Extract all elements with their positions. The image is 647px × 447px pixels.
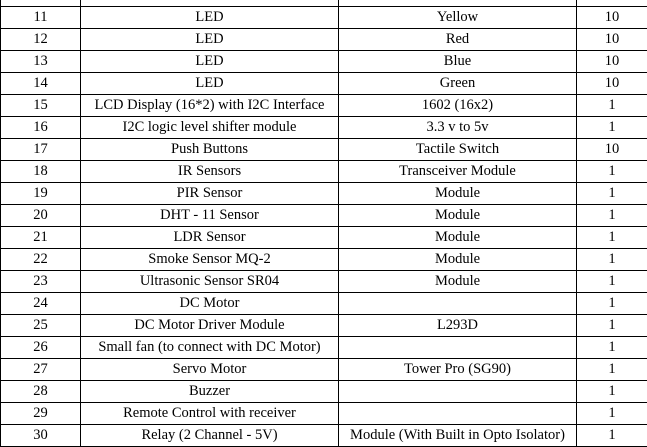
component-name-cell: LCD Display (16*2) with I2C Interface (81, 95, 339, 117)
component-name-cell: LED (81, 29, 339, 51)
serial-number-cell: 11 (1, 7, 81, 29)
quantity-cell: 10 (577, 139, 647, 161)
table-row (1, 73, 647, 95)
component-name-cell: Relay (2 Channel - 5V) (81, 425, 339, 447)
specification-cell (339, 337, 577, 359)
serial-number-cell: 26 (1, 337, 81, 359)
serial-number-cell: 25 (1, 315, 81, 337)
specification-cell: Module (339, 271, 577, 293)
table-row (1, 117, 647, 139)
component-name-cell: Servo Motor (81, 359, 339, 381)
quantity-cell: 1 (577, 183, 647, 205)
quantity-cell: 1 (577, 205, 647, 227)
table-row (1, 271, 647, 293)
serial-number-cell: 24 (1, 293, 81, 315)
quantity-cell: 1 (577, 249, 647, 271)
serial-number-cell: 30 (1, 425, 81, 447)
specification-cell: Module (339, 205, 577, 227)
quantity-cell: 1 (577, 315, 647, 337)
component-name-cell: LED (81, 73, 339, 95)
component-name-cell: LED (81, 7, 339, 29)
component-name-cell: Push Buttons (81, 139, 339, 161)
specification-cell: Module (With Built in Opto Isolator) (339, 425, 577, 447)
component-name-cell: Smoke Sensor MQ-2 (81, 249, 339, 271)
quantity-cell: 1 (577, 271, 647, 293)
table-row (1, 227, 647, 249)
specification-cell: Module (339, 183, 577, 205)
specification-cell (339, 381, 577, 403)
serial-number-cell: 16 (1, 117, 81, 139)
quantity-cell: 1 (577, 227, 647, 249)
specification-cell (339, 293, 577, 315)
serial-number-cell: 13 (1, 51, 81, 73)
specification-cell: 3.3 v to 5v (339, 117, 577, 139)
component-name-cell: Small fan (to connect with DC Motor) (81, 337, 339, 359)
component-name-cell: I2C logic level shifter module (81, 117, 339, 139)
component-name-cell: DHT - 11 Sensor (81, 205, 339, 227)
specification-cell: Transceiver Module (339, 161, 577, 183)
table-row (1, 293, 647, 315)
quantity-cell: 1 (577, 95, 647, 117)
table-row (1, 249, 647, 271)
quantity-cell: 1 (577, 359, 647, 381)
component-name-cell: LED (81, 51, 339, 73)
specification-cell: Module (339, 249, 577, 271)
table-row (1, 337, 647, 359)
table-row (1, 7, 647, 29)
table-row (1, 161, 647, 183)
specification-cell: Tactile Switch (339, 139, 577, 161)
table-row (1, 51, 647, 73)
specification-cell: Blue (339, 51, 577, 73)
table-row (1, 95, 647, 117)
specification-cell: 1602 (16x2) (339, 95, 577, 117)
quantity-cell: 10 (577, 51, 647, 73)
serial-number-cell: 17 (1, 139, 81, 161)
serial-number-cell: 28 (1, 381, 81, 403)
serial-number-cell: 22 (1, 249, 81, 271)
serial-number-cell: 12 (1, 29, 81, 51)
table-row (1, 139, 647, 161)
table-row (1, 425, 647, 447)
component-name-cell: DC Motor (81, 293, 339, 315)
table-row (1, 205, 647, 227)
table-row (1, 381, 647, 403)
components-table-body (1, 0, 647, 447)
component-name-cell: DC Motor Driver Module (81, 315, 339, 337)
serial-number-cell: 20 (1, 205, 81, 227)
quantity-cell: 1 (577, 161, 647, 183)
serial-number-cell: 21 (1, 227, 81, 249)
specification-cell: Yellow (339, 7, 577, 29)
specification-cell (339, 403, 577, 425)
serial-number-cell: 19 (1, 183, 81, 205)
component-name-cell: Ultrasonic Sensor SR04 (81, 271, 339, 293)
quantity-cell: 10 (577, 29, 647, 51)
table-row (1, 359, 647, 381)
quantity-cell: 10 (577, 7, 647, 29)
quantity-cell: 1 (577, 403, 647, 425)
component-name-cell: PIR Sensor (81, 183, 339, 205)
table-row (1, 29, 647, 51)
quantity-cell: 1 (577, 293, 647, 315)
serial-number-cell: 14 (1, 73, 81, 95)
serial-number-cell: 15 (1, 95, 81, 117)
quantity-cell: 1 (577, 337, 647, 359)
serial-number-cell: 27 (1, 359, 81, 381)
specification-cell: Red (339, 29, 577, 51)
component-name-cell: IR Sensors (81, 161, 339, 183)
quantity-cell: 1 (577, 117, 647, 139)
specification-cell: Module (339, 227, 577, 249)
quantity-cell: 10 (577, 73, 647, 95)
specification-cell: Green (339, 73, 577, 95)
table-row (1, 183, 647, 205)
specification-cell: Tower Pro (SG90) (339, 359, 577, 381)
component-name-cell: Remote Control with receiver (81, 403, 339, 425)
quantity-cell: 1 (577, 425, 647, 447)
serial-number-cell: 23 (1, 271, 81, 293)
table-row (1, 315, 647, 337)
component-name-cell: LDR Sensor (81, 227, 339, 249)
component-name-cell: Buzzer (81, 381, 339, 403)
quantity-cell: 1 (577, 381, 647, 403)
specification-cell: L293D (339, 315, 577, 337)
serial-number-cell: 29 (1, 403, 81, 425)
serial-number-cell: 18 (1, 161, 81, 183)
table-row (1, 403, 647, 425)
